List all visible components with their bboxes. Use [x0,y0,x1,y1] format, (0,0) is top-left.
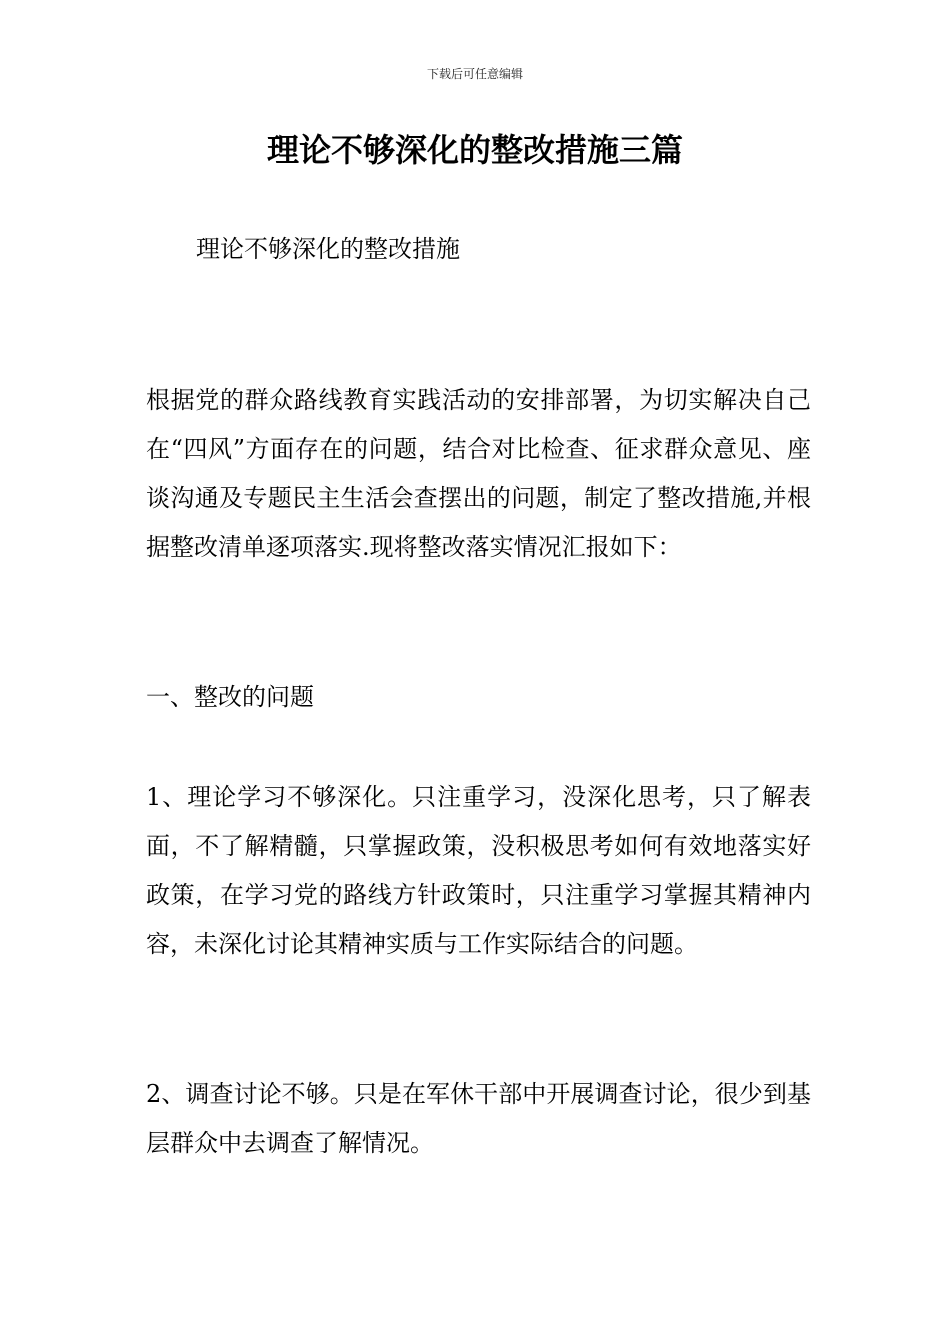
problem-item-2: 2、调查讨论不够。只是在军休干部中开展调查讨论，很少到基层群众中去调查了解情况。 [146,1080,811,1157]
problem-item-1: 1、理论学习不够深化。只注重学习，没深化思考，只了解表面，不了解精髓，只掌握政策，没积极思考如何有效地落实好政策，在学习党的路线方针政策时，只注重学习掌握其精神内容，未深化讨论其精神实质与工作实际结合的问题。 [146,783,811,958]
section-heading: 一、整改的问题 [146,683,314,711]
document-title: 理论不够深化的整改措施三篇 [266,131,683,169]
document-subtitle: 理论不够深化的整改措施 [196,235,460,263]
intro-paragraph: 根据党的群众路线教育实践活动的安排部署，为切实解决自己在“四风”方面存在的问题，结合对比检查、征求群众意见、座谈沟通及专题民主生活会查摆出的问题，制定了整改措施,并根据整改清单逐项落实.现将整改落实情况汇报如下： [146,386,811,561]
header-note: 下载后可任意编辑 [426,67,523,81]
